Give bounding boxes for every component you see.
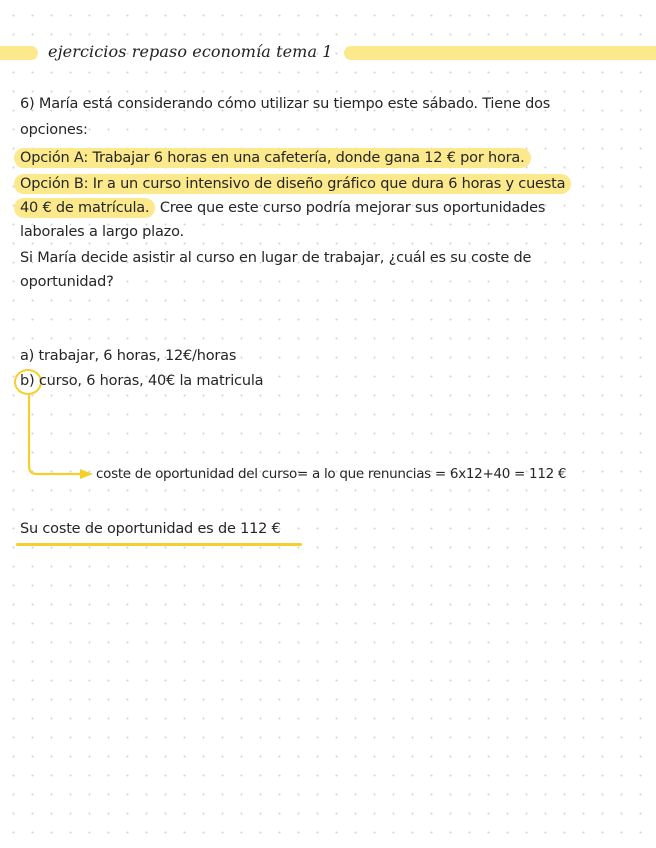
conclusion-text: Su coste de oportunidad es de 112 € bbox=[20, 521, 281, 537]
course-benefit-text: Cree que este curso podría mejorar sus oportunidades bbox=[155, 200, 546, 216]
question-line-1: Si María decide asistir al curso en lugar de trabajar, ¿cuál es su coste de bbox=[20, 250, 532, 266]
problem-line-7: laborales a largo plazo. bbox=[20, 224, 184, 240]
calculation-line: coste de oportunidad del curso= a lo que renuncias = 6x12+40 = 112 € bbox=[96, 466, 567, 482]
answer-b-label: b) bbox=[20, 373, 35, 389]
answer-b-text: curso, 6 horas, 40€ la matricula bbox=[34, 373, 264, 389]
option-a-highlight: Opción A: Trabajar 6 horas en una cafetería, donde gana 12 € por hora. bbox=[14, 148, 531, 168]
problem-line-2: opciones: bbox=[20, 122, 88, 138]
problem-line-1: 6) María está considerando cómo utilizar su tiempo este sábado. Tiene dos bbox=[20, 96, 551, 112]
conclusion-underline bbox=[16, 543, 302, 546]
answer-a: a) trabajar, 6 horas, 12€/horas bbox=[20, 348, 237, 364]
option-b-highlight-1: Opción B: Ir a un curso intensivo de diseño gráfico que dura 6 horas y cuesta bbox=[14, 174, 571, 194]
option-b-highlight-2: 40 € de matrícula. bbox=[14, 198, 155, 218]
question-line-2: oportunidad? bbox=[20, 274, 114, 290]
note-title: ejercicios repaso economía tema 1 bbox=[48, 42, 333, 61]
